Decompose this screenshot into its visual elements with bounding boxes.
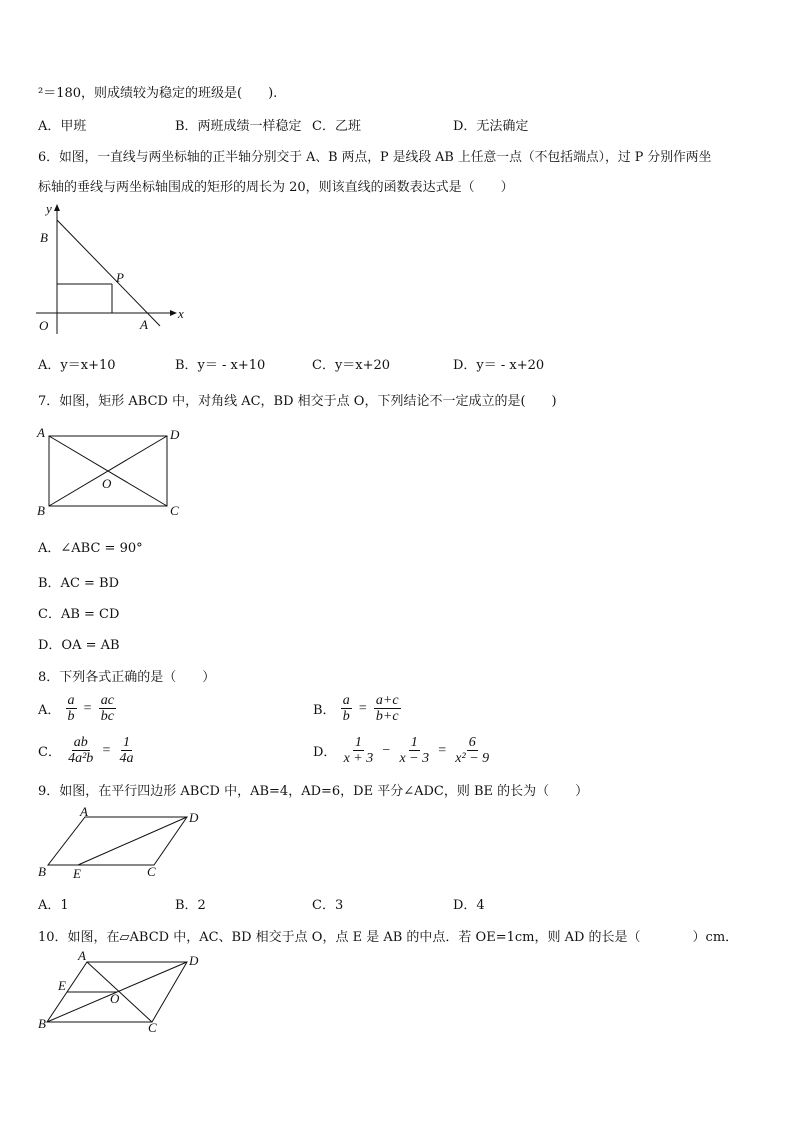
q8-a-rhs-fraction: $\frac{ac}{bc}$ — [100, 693, 114, 724]
q6-label-b: B — [40, 230, 48, 245]
q8-option-a — [38, 693, 117, 724]
q6-label-o: O — [39, 318, 49, 333]
q7-option-c: C．AB = CD — [38, 607, 120, 622]
q9-option-b: B．2 — [175, 898, 206, 913]
q7-label-b: B — [37, 503, 45, 518]
q6-label-p: P — [116, 270, 124, 285]
q8-option-b — [313, 693, 402, 724]
q8-option-a-label: A． — [38, 703, 61, 718]
q8-d-equals: = — [438, 742, 447, 758]
q5-stem-tail: ²＝180，则成绩较为稳定的班级是( ). — [38, 86, 278, 101]
q8-option-d-label: D． — [313, 745, 337, 760]
q8-c-rhs-fraction: $\frac{1}{4a}$ — [119, 735, 134, 766]
q10-label-d: D — [189, 953, 199, 968]
q7-stem: 7．如图，矩形 ABCD 中，对角线 AC，BD 相交于点 O，下列结论不一定成立的是( ) — [38, 394, 557, 409]
q9-option-a: A．1 — [38, 898, 69, 913]
q6-figure — [30, 198, 200, 338]
q9-label-a: A — [80, 806, 88, 819]
q8-d-fraction-1: $\frac{1}{x + 3}$ — [343, 735, 374, 766]
q8-d-fraction-2: $\frac{1}{x - 3}$ — [399, 735, 430, 766]
q8-d-rhs-fraction: $\frac{6}{\text{x² − 9}}$ — [455, 735, 490, 766]
q9-label-d: D — [189, 810, 199, 825]
q10-label-b: B — [38, 1016, 46, 1031]
q9-stem: 9．如图，在平行四边形 ABCD 中，AB=4，AD=6，DE 平分∠ADC，则 BE 的长为（ ） — [38, 784, 589, 799]
q6-option-d: D．y＝ - x+20 — [453, 358, 545, 373]
q8-option-b-label: B． — [313, 703, 336, 718]
q9-label-e: E — [73, 866, 81, 881]
q8-a-lhs-fraction: $\frac{a}{b}$ — [67, 693, 75, 724]
q6-label-x: x — [178, 306, 184, 321]
q5-option-d: D．无法确定 — [453, 119, 529, 134]
q7-option-a: A．∠ABC = 90° — [38, 541, 143, 556]
q9-option-c: C．3 — [312, 898, 344, 913]
q8-option-c — [38, 735, 136, 766]
q6-stem-line2: 标轴的垂线与两坐标轴围成的矩形的周长为 20，则该直线的函数表达式是（ ） — [38, 180, 514, 195]
q7-option-d: D．OA = AB — [38, 638, 120, 653]
q8-b-lhs-fraction: $\frac{a}{b}$ — [342, 693, 350, 724]
q10-label-e: E — [58, 978, 66, 993]
q9-label-b: B — [38, 864, 46, 879]
q8-option-c-label: C． — [38, 745, 61, 760]
q9-figure — [30, 806, 210, 882]
q9-label-c: C — [147, 864, 156, 879]
q5-option-a: A．甲班 — [38, 119, 87, 134]
q7-label-o: O — [102, 476, 112, 491]
q10-label-o: O — [110, 991, 120, 1006]
q6-option-c: C．y＝x+20 — [312, 358, 391, 373]
q7-figure — [30, 424, 190, 522]
q7-label-d: D — [170, 427, 180, 442]
q8-option-d — [313, 735, 492, 766]
q5-option-b: B．两班成绩一样稳定 — [175, 119, 302, 134]
q6-stem-line1: 6．如图，一直线与两坐标轴的正半轴分别交于 A、B 两点，P 是线段 AB 上任意一点（不包括端点），过 P 分别作两坐 — [38, 150, 712, 165]
q7-label-a: A — [37, 425, 45, 440]
q6-label-y: y — [46, 201, 52, 216]
q8-d-minus: − — [382, 742, 391, 758]
q8-c-equals: = — [102, 742, 111, 758]
q6-option-a: A．y＝x+10 — [38, 358, 116, 373]
q5-option-c: C．乙班 — [312, 119, 361, 134]
q8-b-rhs-fraction: $\frac{a+c}{b+c}$ — [375, 693, 399, 724]
q8-stem: 8．下列各式正确的是（ ） — [38, 670, 216, 685]
q9-option-d: D．4 — [453, 898, 485, 913]
q8-c-lhs-fraction: $\frac{ab}{\text{4a²b}}$ — [68, 735, 94, 766]
q7-label-c: C — [170, 503, 179, 518]
q10-label-c: C — [148, 1020, 157, 1035]
q8-a-equals: = — [83, 700, 92, 716]
q7-option-b: B．AC = BD — [38, 576, 120, 591]
q8-b-equals: = — [358, 700, 367, 716]
q6-label-a: A — [140, 317, 148, 332]
q10-stem: 10．如图，在▱ABCD 中，AC、BD 相交于点 O，点 E 是 AB 的中点．若 OE=1cm，则 AD 的长是（ ）cm． — [38, 930, 739, 945]
q10-figure — [30, 948, 210, 1036]
q6-option-b: B．y＝ - x+10 — [175, 358, 266, 373]
q10-label-a: A — [78, 948, 86, 963]
